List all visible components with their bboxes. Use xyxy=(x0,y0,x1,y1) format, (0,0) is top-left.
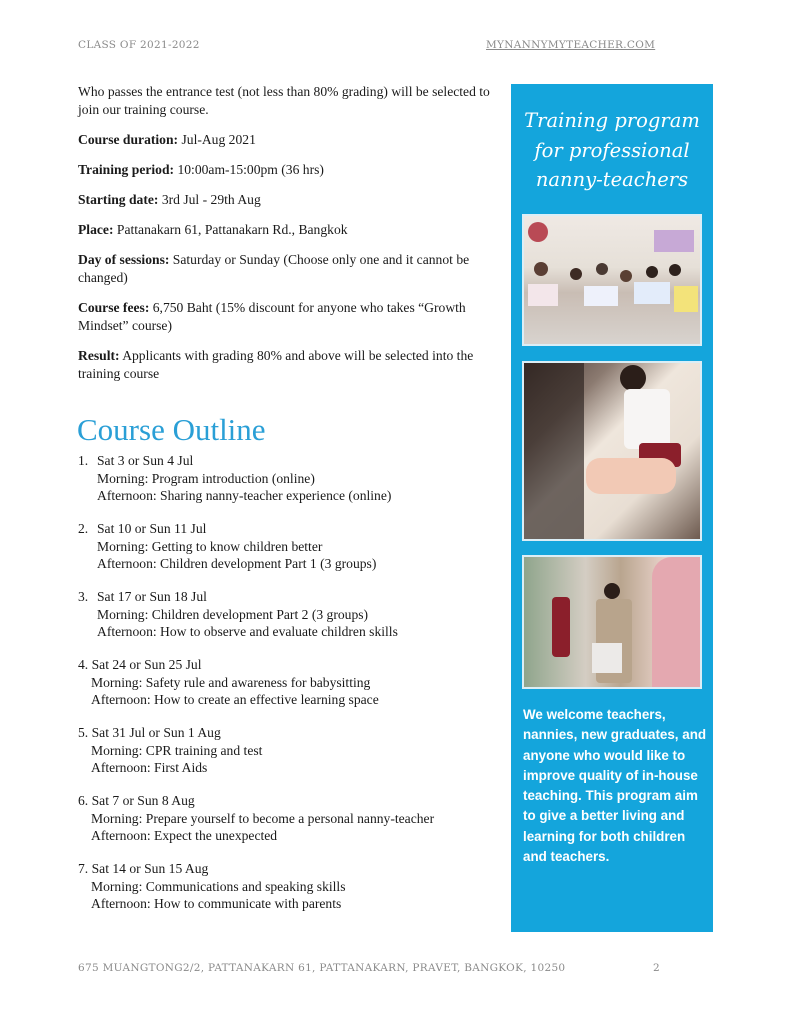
header-class-year: CLASS OF 2021-2022 xyxy=(78,39,200,51)
detail-label: Course fees: xyxy=(78,300,150,315)
outline-item xyxy=(78,860,508,913)
detail-label: Result: xyxy=(78,348,120,363)
outline-item xyxy=(78,792,508,845)
item-date: Sat 31 Jul or Sun 1 Aug xyxy=(91,725,221,740)
detail-label: Day of sessions: xyxy=(78,252,170,267)
sidebar-description: We welcome teachers, nannies, new graduates, and anyone who would like to improve quality of in-house teaching. This program aim to give a better living and learning for both children and teachers. xyxy=(523,707,707,865)
item-morning: Morning: Children development Part 2 (3 groups) xyxy=(97,606,369,622)
item-morning: Morning: CPR training and test xyxy=(91,742,263,758)
detail-value: 3rd Jul - 29th Aug xyxy=(158,192,261,207)
person-head xyxy=(596,263,608,275)
white-uniform xyxy=(624,389,670,449)
item-morning: Morning: Safety rule and awareness for babysitting xyxy=(91,674,371,690)
item-number: 2. xyxy=(78,521,89,536)
detail-course-duration xyxy=(78,131,498,149)
detail-course-fees xyxy=(78,299,498,335)
detail-label: Starting date: xyxy=(78,192,159,207)
item-morning: Morning: Program introduction (online) xyxy=(97,470,315,486)
foreground-person xyxy=(652,557,700,687)
course-details xyxy=(78,83,498,395)
item-afternoon: Afternoon: How to create an effective learning space xyxy=(91,692,379,707)
item-afternoon: Afternoon: Children development Part 1 (3 groups) xyxy=(97,556,377,571)
photo-instructor xyxy=(522,555,702,689)
detail-day-of-sessions xyxy=(78,251,498,287)
item-morning: Morning: Prepare yourself to become a personal nanny-teacher xyxy=(91,810,435,826)
item-date: Sat 17 or Sun 18 Jul xyxy=(97,589,207,604)
course-outline-list xyxy=(78,452,508,928)
intro-text: Who passes the entrance test (not less than 80% grading) will be selected to join our training course. xyxy=(78,84,490,117)
paper-sheet xyxy=(592,643,622,673)
detail-value: Pattanakarn 61, Pattanakarn Rd., Bangkok xyxy=(113,222,348,237)
detail-result xyxy=(78,347,498,383)
person-head xyxy=(646,266,658,278)
outline-item xyxy=(78,656,508,709)
item-afternoon: Afternoon: Expect the unexpected xyxy=(91,828,278,843)
flag-decoration xyxy=(528,222,548,242)
outline-item xyxy=(78,588,508,641)
item-date: Sat 24 or Sun 25 Jul xyxy=(91,657,202,672)
item-number: 4. xyxy=(78,657,89,672)
foreground-blur xyxy=(524,363,584,539)
artwork-sheet xyxy=(674,286,698,312)
detail-training-period xyxy=(78,161,498,179)
person-head xyxy=(620,270,632,282)
person-head xyxy=(534,262,548,276)
item-afternoon: Afternoon: How to communicate with parents xyxy=(91,896,342,911)
detail-value: Applicants with grading 80% and above will be selected into the training course xyxy=(78,348,474,381)
outline-item xyxy=(78,452,508,505)
item-number: 6. xyxy=(78,793,89,808)
item-number: 3. xyxy=(78,589,89,604)
detail-value: 6,750 Baht (15% discount for anyone who takes “Growth Mindset” course) xyxy=(78,300,466,333)
person-head xyxy=(570,268,582,280)
detail-value: 10:00am-15:00pm (36 hrs) xyxy=(174,162,324,177)
detail-starting-date xyxy=(78,191,498,209)
item-morning: Morning: Getting to know children better xyxy=(97,538,323,554)
person-head xyxy=(669,264,681,276)
photo-group-artwork xyxy=(522,214,702,346)
item-date: Sat 3 or Sun 4 Jul xyxy=(97,453,194,468)
sidebar-title: Training program for professional nanny-teachers xyxy=(524,109,700,191)
page-number: 2 xyxy=(653,962,660,974)
detail-label: Course duration: xyxy=(78,132,179,147)
artwork-sheet xyxy=(528,284,558,306)
item-date: Sat 10 or Sun 11 Jul xyxy=(97,521,207,536)
item-number: 7. xyxy=(78,861,89,876)
detail-value: Jul-Aug 2021 xyxy=(178,132,256,147)
outline-item xyxy=(78,520,508,573)
item-date: Sat 7 or Sun 8 Aug xyxy=(91,793,195,808)
cpr-mannequin xyxy=(586,458,676,494)
artwork-sheet xyxy=(634,282,670,304)
artwork-sheet xyxy=(584,286,618,306)
outline-item xyxy=(78,724,508,777)
detail-label: Place: xyxy=(78,222,114,237)
item-morning: Morning: Communications and speaking skills xyxy=(91,878,346,894)
item-afternoon: Afternoon: How to observe and evaluate children skills xyxy=(97,624,398,639)
item-date: Sat 14 or Sun 15 Aug xyxy=(91,861,209,876)
detail-label: Training period: xyxy=(78,162,175,177)
item-number: 5. xyxy=(78,725,89,740)
item-afternoon: Afternoon: Sharing nanny-teacher experience (online) xyxy=(97,488,392,503)
person-head xyxy=(620,365,646,391)
course-outline-heading: Course Outline xyxy=(77,412,266,447)
wall-art xyxy=(654,230,694,252)
item-afternoon: Afternoon: First Aids xyxy=(91,760,208,775)
sidebar-panel xyxy=(511,84,713,932)
person-head xyxy=(604,583,620,599)
item-number: 1. xyxy=(78,453,89,468)
detail-value: Saturday or Sunday (Choose only one and it cannot be changed) xyxy=(78,252,470,285)
red-dress xyxy=(552,597,570,657)
footer-address: 675 MUANGTONG2/2, PATTANAKARN 61, PATTANAKARN, PRAVET, BANGKOK, 10250 xyxy=(78,962,566,974)
photo-cpr-training xyxy=(522,361,702,541)
website-link[interactable]: MYNANNYMYTEACHER.COM xyxy=(486,39,656,51)
detail-place xyxy=(78,221,498,239)
